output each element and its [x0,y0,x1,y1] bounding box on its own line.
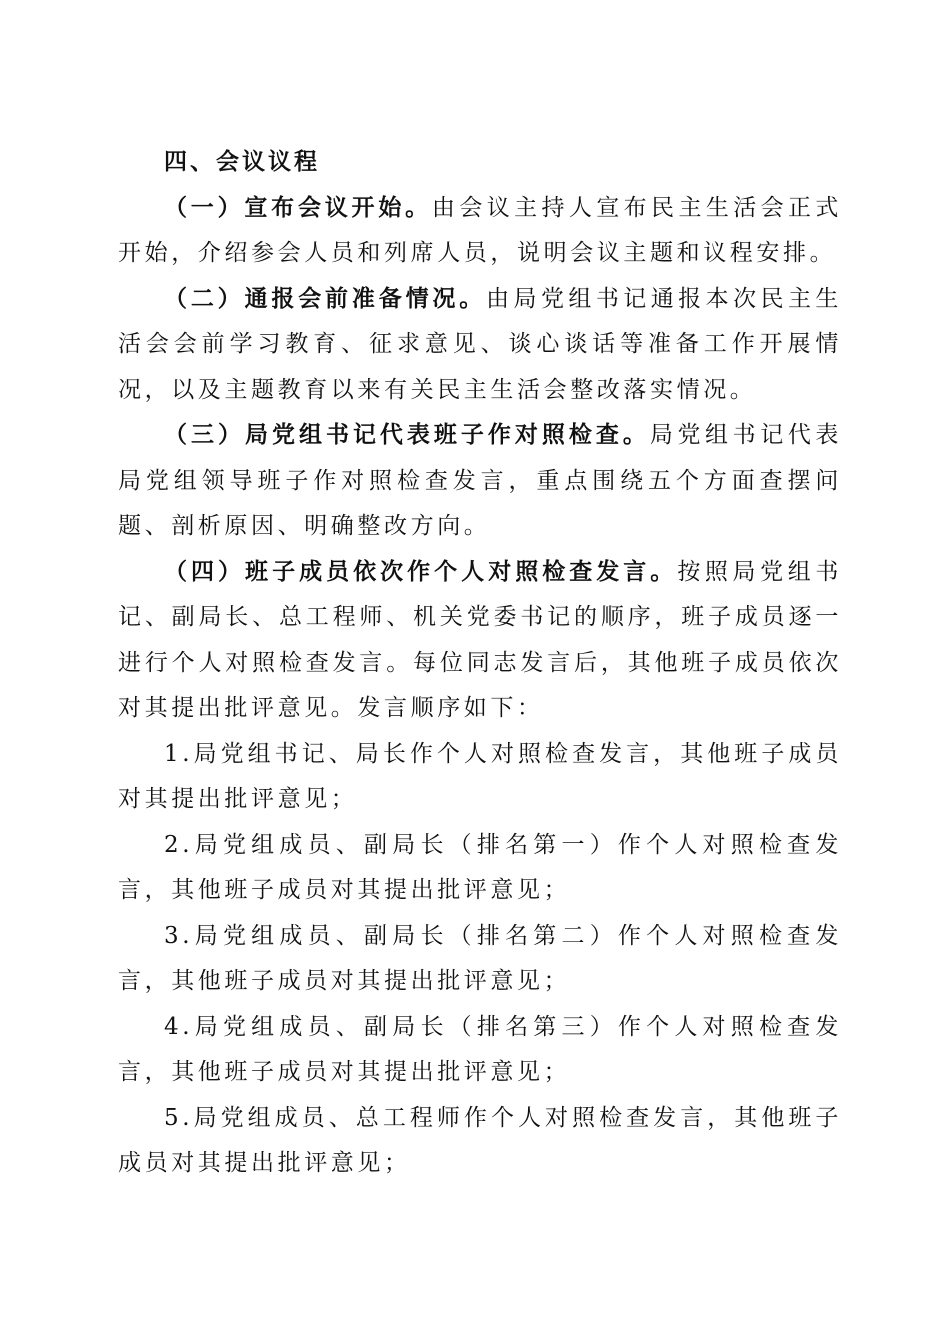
agenda-lead: （三）局党组书记代表班子作对照检查。 [164,422,650,448]
agenda-paragraph-1 [118,186,842,277]
speaking-order-item: 3.局党组成员、副局长（排名第二）作个人对照检查发言，其他班子成员对其提出批评意见； [118,922,842,994]
agenda-paragraph-2 [118,277,842,414]
speaking-order-item: 2.局党组成员、副局长（排名第一）作个人对照检查发言，其他班子成员对其提出批评意见； [118,831,842,903]
speaking-order-item: 1.局党组书记、局长作个人对照检查发言，其他班子成员对其提出批评意见； [118,740,842,812]
agenda-text: 由局党组书记通报本次民主生活会会前学习教育、征求意见、谈心谈话等准备工作开展情况，以及主题教育以来有关民主生活会整改落实情况。 [118,285,842,403]
speaking-order-item: 4.局党组成员、副局长（排名第三）作个人对照检查发言，其他班子成员对其提出批评意见； [118,1013,842,1085]
agenda-text: 局党组书记代表局党组领导班子作对照检查发言，重点围绕五个方面查摆问题、剖析原因、明确整改方向。 [118,422,843,539]
agenda-lead: （四）班子成员依次作个人对照检查发言。 [164,558,678,585]
agenda-paragraph-4 [118,550,842,732]
speaking-order-item: 5.局党组成员、总工程师作个人对照检查发言，其他班子成员对其提出批评意见； [118,1104,842,1176]
agenda-lead: （一）宣布会议开始。 [164,194,432,221]
section-heading: 四、会议议程 [164,149,320,175]
agenda-paragraph-3 [118,413,842,550]
agenda-text: 由会议主持人宣布民主生活会正式开始，介绍参会人员和列席人员，说明会议主题和议程安排。 [118,194,843,266]
document-body [118,140,842,1187]
agenda-text: 按照局党组书记、副局长、总工程师、机关党委书记的顺序，班子成员逐一进行个人对照检查发言。每位同志发言后，其他班子成员依次对其提出批评意见。发言顺序如下： [118,558,842,721]
agenda-lead: （二）通报会前准备情况。 [164,285,487,312]
